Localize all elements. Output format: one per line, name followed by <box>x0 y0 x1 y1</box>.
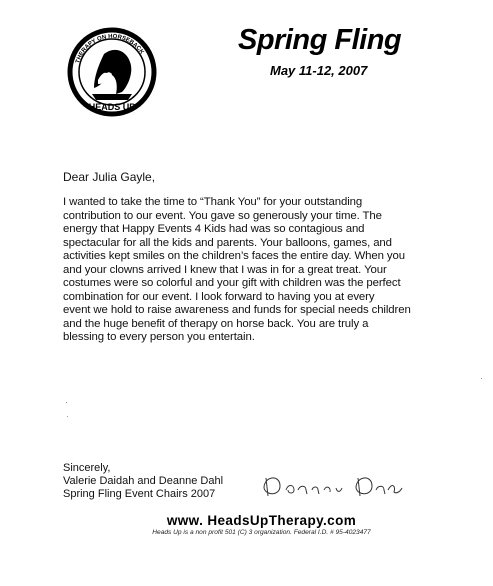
body-line: and the huge benefit of therapy on horse back. You are truly a <box>63 317 369 330</box>
body-line: costumes were so colorful and your gift with children was the perfect <box>63 277 401 289</box>
event-title: Spring Fling <box>238 24 402 56</box>
logo-ring-text: THERAPY ON HORSEBACK <box>75 33 145 65</box>
event-date: May 11-12, 2007 <box>270 63 368 78</box>
body-line: and your clowns arrived I knew that I was in for a great treat. Your <box>63 263 387 276</box>
logo-brand-text: HEADS UP <box>88 102 136 112</box>
footer-nonprofit-note: Heads Up is a non profit 501 (C) 3 organization. Federal I.D. # 95-4023477 <box>152 529 371 536</box>
body-line: contribution to our event. You gave so generously your time. The <box>63 209 382 222</box>
footer-website: www. HeadsUpTherapy.com <box>166 513 357 528</box>
scan-speck <box>67 416 68 417</box>
handwritten-signature <box>258 468 408 502</box>
signer-title: Spring Fling Event Chairs 2007 <box>63 488 216 500</box>
signer-names: Valerie Daidah and Deanne Dahl <box>63 475 224 487</box>
body-line: combination for our event. I look forward to having you at every <box>63 290 375 303</box>
heads-up-logo <box>64 24 160 120</box>
scan-speck <box>66 402 67 403</box>
body-line: energy that Happy Events 4 Kids had was so contagious and <box>63 223 365 235</box>
body-line: activities kept smiles on the children’s faces the entire day. When you <box>63 250 405 262</box>
letter-salutation: Dear Julia Gayle, <box>63 170 156 184</box>
body-line: event we hold to raise awareness and funds for special needs children <box>63 304 411 316</box>
body-line: blessing to every person you entertain. <box>63 331 255 343</box>
body-line: I wanted to take the time to “Thank You” for your outstanding <box>63 196 363 208</box>
letter-closing <box>63 462 223 501</box>
letter-body <box>63 196 493 345</box>
closing-word: Sincerely, <box>63 462 111 474</box>
body-line: spectacular for all the kids and parents. Your balloons, games, and <box>63 236 392 249</box>
scan-speck <box>481 378 482 379</box>
